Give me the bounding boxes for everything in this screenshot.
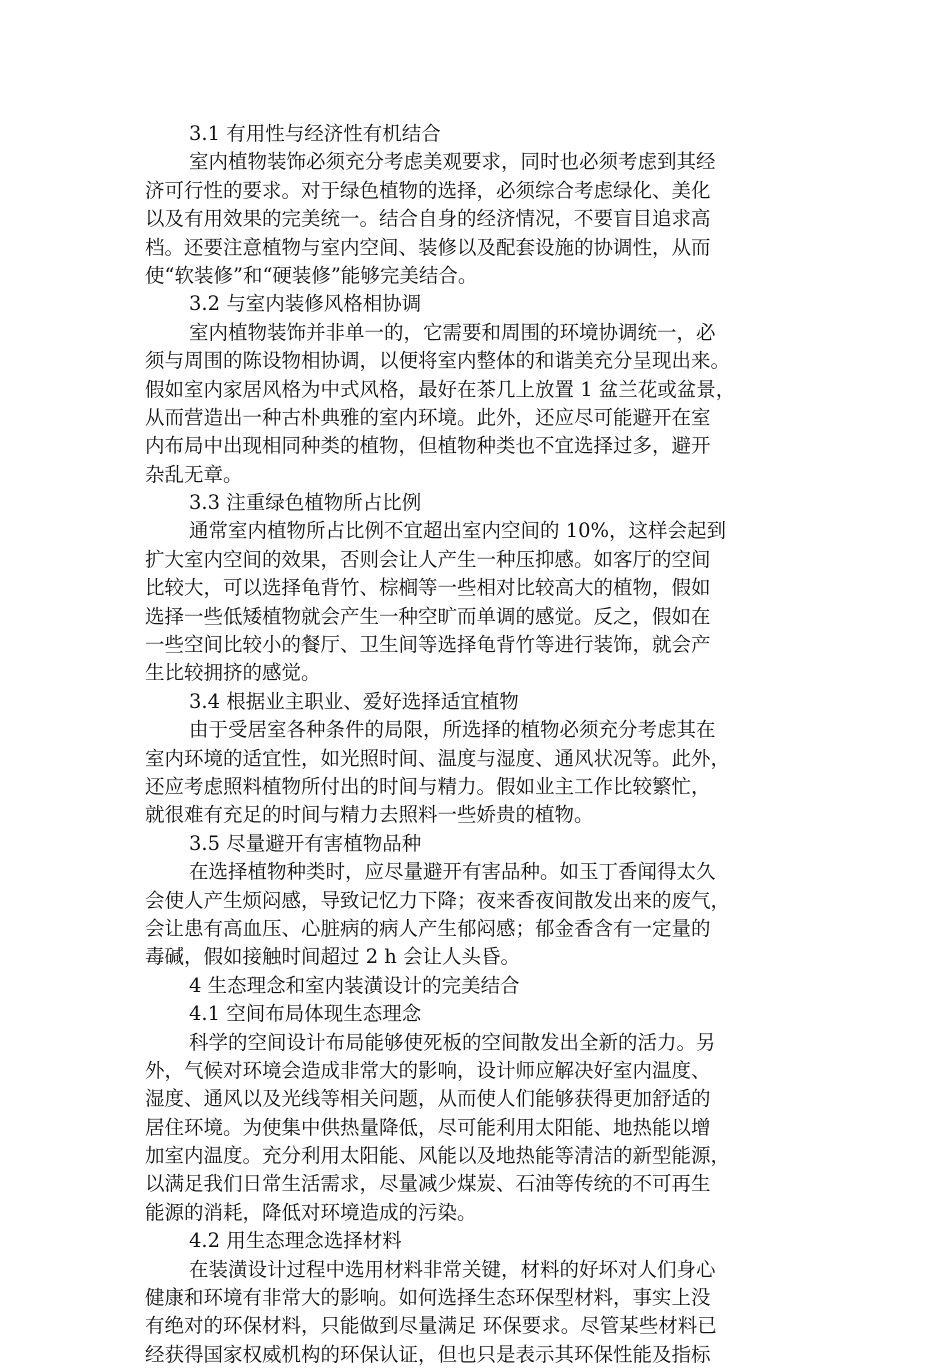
- paragraph-line: 能源的消耗，降低对环境造成的污染。: [145, 1200, 477, 1224]
- paragraph-line: 档。还要注意植物与室内空间、装修以及配套设施的协调性，从而: [145, 235, 711, 259]
- document-page: [145, 120, 807, 1369]
- paragraph-line: 经获得国家权威机构的环保认证，但也只是表示其环保性能及指标: [145, 1342, 711, 1366]
- paragraph-line: 须与周围的陈设物相协调，以便将室内整体的和谐美充分呈现出来。: [145, 349, 731, 373]
- paragraph-line: 扩大室内空间的效果，否则会让人产生一种压抑感。如客厅的空间: [145, 547, 711, 571]
- paragraph-line: 以满足我们日常生活需求，尽量减少煤炭、石油等传统的不可再生: [145, 1172, 711, 1196]
- paragraph-line: 内布局中出现相同种类的植物，但植物种类也不宜选择过多，避开: [145, 434, 711, 458]
- section-heading: 3.3 注重绿色植物所占比例: [189, 491, 422, 515]
- paragraph-line: 济可行性的要求。对于绿色植物的选择，必须综合考虑绿化、美化: [145, 178, 711, 202]
- paragraph-line: 居住环境。为使集中供热量降低，尽可能利用太阳能、地热能以增: [145, 1115, 711, 1139]
- paragraph-line: 毒碱，假如接触时间超过 2 h 会让人头昏。: [145, 945, 521, 969]
- paragraph-line: 会让患有高血压、心脏病的病人产生郁闷感；郁金香含有一定量的: [145, 916, 711, 940]
- section-heading: 3.4 根据业主职业、爱好选择适宜植物: [189, 689, 519, 713]
- section-heading: 3.5 尽量避开有害植物品种: [189, 831, 422, 855]
- paragraph-line: 就很难有充足的时间与精力去照料一些娇贵的植物。: [145, 803, 594, 827]
- section-heading: 3.1 有用性与经济性有机结合: [189, 122, 441, 145]
- paragraph-line: 假如室内家居风格为中式风格，最好在茶几上放置 1 盆兰花或盆景，: [145, 377, 736, 401]
- paragraph-line: 一些空间比较小的餐厅、卫生间等选择龟背竹等进行装饰，就会产: [145, 633, 711, 657]
- paragraph-line: 比较大，可以选择龟背竹、棕榈等一些相对比较高大的植物，假如: [145, 576, 711, 600]
- section-heading: 4 生态理念和室内装潢设计的完美结合: [189, 973, 520, 997]
- paragraph-line: 外，气候对环境会造成非常大的影响，设计师应解决好室内温度、: [145, 1058, 711, 1082]
- paragraph-line: 室内植物装饰并非单一的，它需要和周围的环境协调统一，必: [189, 320, 716, 344]
- paragraph-line: 杂乱无章。: [145, 462, 243, 486]
- paragraph-line: 会使人产生烦闷感，导致记忆力下降；夜来香夜间散发出来的废气，: [145, 888, 731, 912]
- paragraph-line: 使“软装修”和“硬装修”能够完美结合。: [145, 263, 478, 287]
- section-heading: 4.1 空间布局体现生态理念: [189, 1002, 422, 1026]
- paragraph-line: 在选择植物种类时，应尽量避开有害品种。如玉丁香闻得太久: [189, 860, 716, 884]
- paragraph-line: 加室内温度。充分利用太阳能、风能以及地热能等清洁的新型能源，: [145, 1144, 731, 1168]
- section-heading: 3.2 与室内装修风格相协调: [189, 292, 422, 316]
- paragraph-line: 从而营造出一种古朴典雅的室内环境。此外，还应尽可能避开在室: [145, 405, 711, 429]
- paragraph-line: 室内环境的适宜性，如光照时间、温度与湿度、通风状况等。此外，: [145, 746, 731, 770]
- paragraph-line: 以及有用效果的完美统一。结合自身的经济情况，不要盲目追求高: [145, 207, 711, 231]
- paragraph-line: 健康和环境有非常大的影响。如何选择生态环保型材料，事实上没: [145, 1286, 711, 1310]
- paragraph-line: 有绝对的环保材料，只能做到尽量满足 环保要求。尽管某些材料已: [145, 1314, 717, 1338]
- paragraph-line: 通常室内植物所占比例不宜超出室内空间的 10%，这样会起到: [189, 519, 727, 543]
- paragraph-line: 科学的空间设计布局能够使死板的空间散发出全新的活力。另: [189, 1030, 716, 1054]
- paragraph-line: 生比较拥挤的感觉。: [145, 661, 321, 685]
- paragraph-line: 由于受居室各种条件的局限，所选择的植物必须充分考虑其在: [189, 718, 716, 742]
- section-heading: 4.2 用生态理念选择材料: [189, 1229, 402, 1253]
- paragraph-line: 室内植物装饰必须充分考虑美观要求，同时也必须考虑到其经: [189, 150, 716, 174]
- paragraph-line: 还应考虑照料植物所付出的时间与精力。假如业主工作比较繁忙，: [145, 774, 711, 798]
- paragraph-line: 在装潢设计过程中选用材料非常关键，材料的好坏对人们身心: [189, 1257, 716, 1281]
- paragraph-line: 湿度、通风以及光线等相关问题，从而使人们能够获得更加舒适的: [145, 1087, 711, 1111]
- paragraph-line: 选择一些低矮植物就会产生一种空旷而单调的感觉。反之，假如在: [145, 604, 711, 628]
